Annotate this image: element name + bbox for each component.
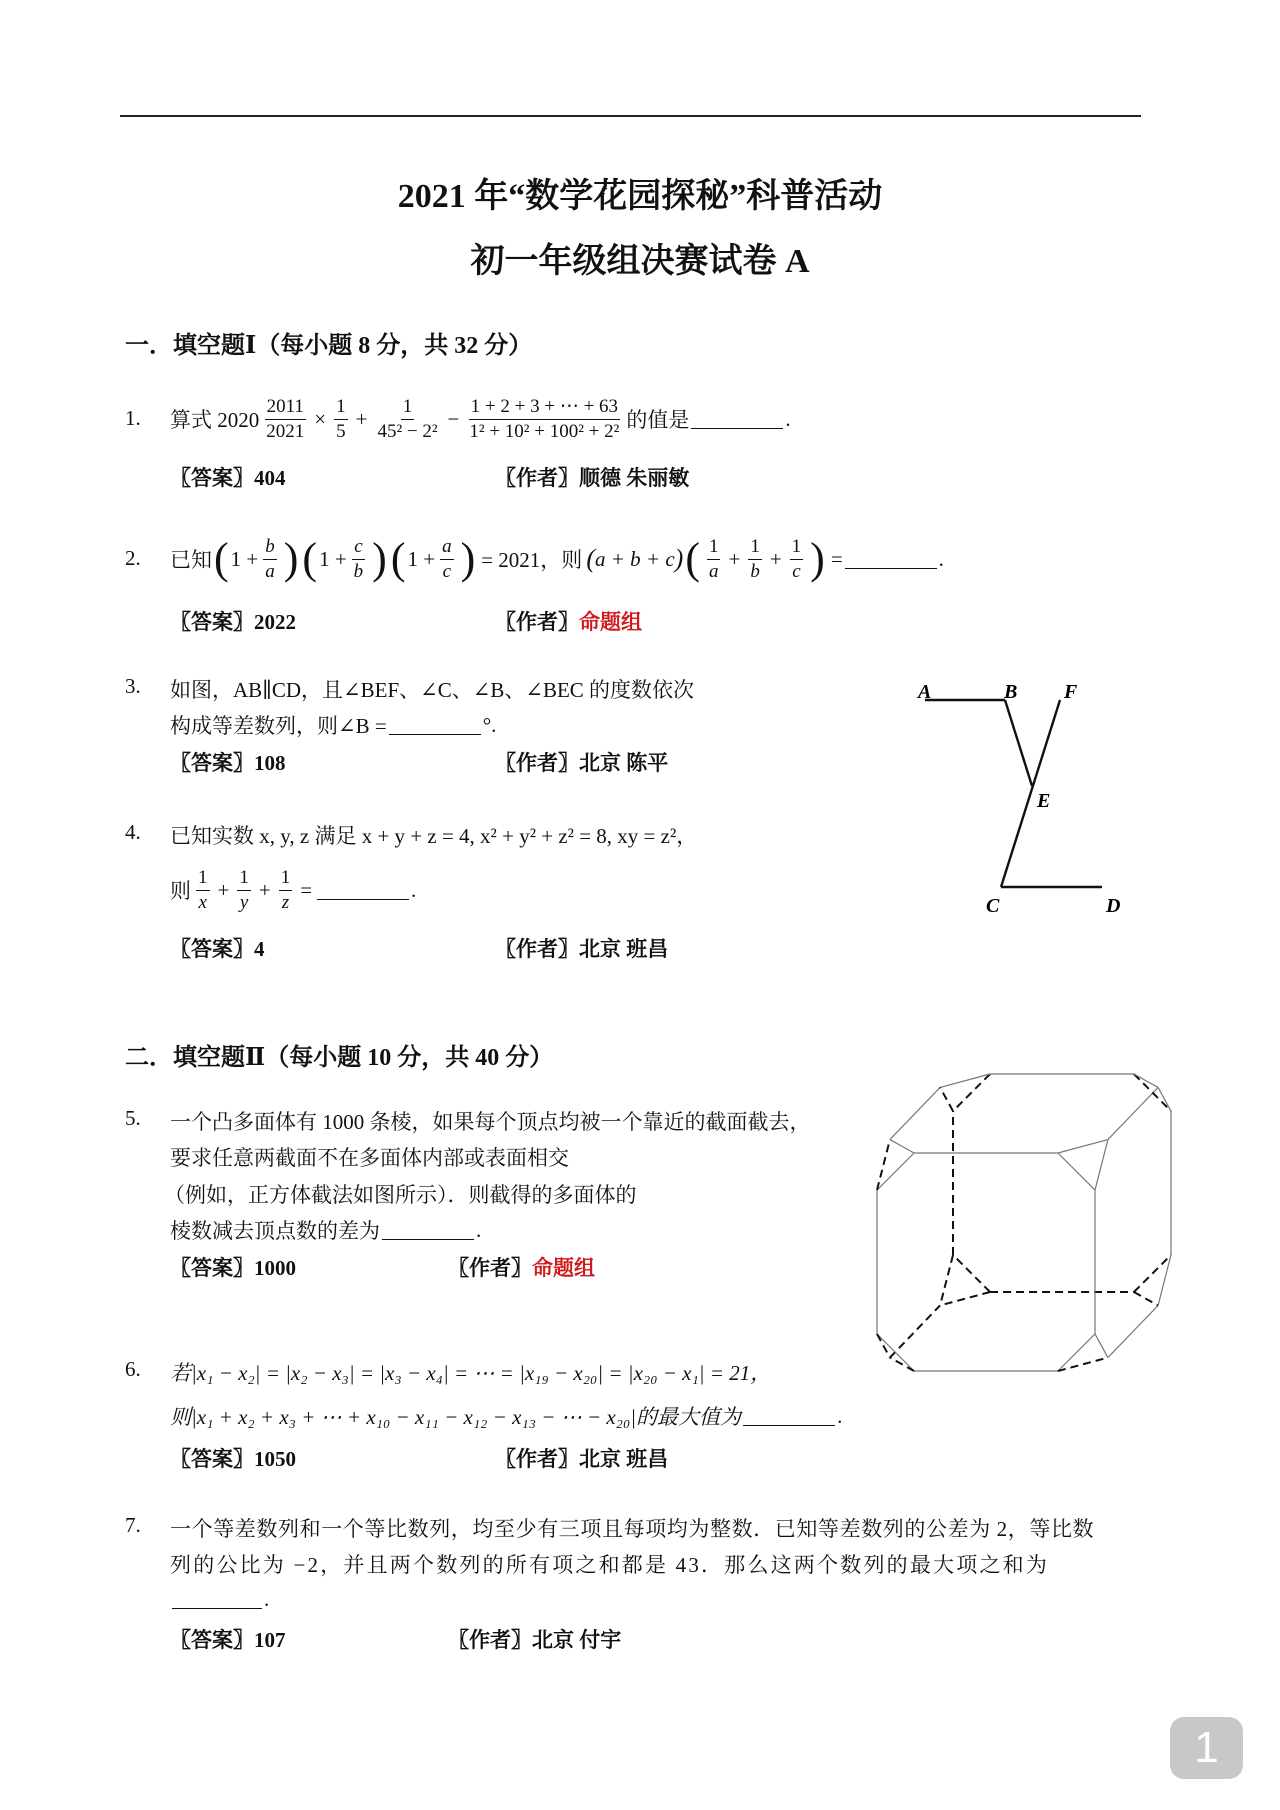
q6-text: 则|x₁ + x₂ + x₃ + ⋯ + x₁₀ − x₁₁ − x₁₂ − x₁₃ − ⋯ − x₂₀|的最大值为 (170, 1405, 742, 1429)
hidden-cut-edge (940, 1292, 990, 1305)
op: + (728, 546, 741, 571)
q4-fraction (279, 866, 293, 915)
term: 1 + (230, 546, 259, 571)
q4-line-1: 已知实数 x, y, z 满足 x + y + z = 4, x² + y² + z² = 8, xy = z²， (170, 824, 698, 848)
numerator: 1 (196, 866, 210, 891)
hidden-cut-edge (1134, 1292, 1158, 1305)
author-label: 〖作者〗 (448, 1256, 532, 1280)
numerator: 1 (401, 395, 415, 420)
label-d: D (1106, 895, 1121, 917)
author-value: 顺德 朱丽敏 (579, 466, 690, 490)
author-label: 〖作者〗 (495, 610, 579, 634)
q3-number: 3. (125, 674, 141, 698)
op: + (258, 877, 271, 902)
q6-line-1: 若|x₁ − x₂| = |x₂ − x₃| = |x₃ − x₄| = ⋯ = |x₁₉ − x₂₀| = |x₂₀ − x₁| = 21， (170, 1361, 772, 1385)
numerator: c (352, 535, 364, 560)
q1-end: . (785, 406, 791, 431)
denominator: b (353, 560, 364, 582)
label-e: E (1037, 790, 1051, 812)
q6-author (495, 1443, 668, 1473)
term: 1 + (407, 546, 436, 571)
q4-then: 则 (170, 879, 191, 903)
cube-edge (1108, 1305, 1158, 1357)
page-number-badge: 1 (1170, 1717, 1243, 1779)
q2-sum: a + b + c (594, 546, 675, 571)
author-value: 北京 班昌 (579, 937, 669, 961)
q1-op: − (447, 406, 460, 431)
answer-value: 2022 (254, 610, 296, 634)
q4-fraction (237, 866, 251, 915)
cut-edge (940, 1074, 990, 1087)
author-label: 〖作者〗 (448, 1628, 532, 1652)
author-label: 〖作者〗 (495, 937, 579, 961)
q4-author (495, 933, 668, 963)
q4-answer (170, 933, 265, 963)
q5-line-3: （例如，正方体截法如图所示）．则截得的多面体的 (164, 1183, 637, 1207)
answer-value: 1050 (254, 1447, 296, 1471)
q6-line-2 (170, 1401, 842, 1431)
label-a: A (918, 681, 932, 703)
q4-number: 4. (125, 820, 141, 844)
author-value: 命题组 (579, 610, 642, 634)
q1-op: + (355, 406, 368, 431)
paren-left-icon: ( (214, 534, 229, 583)
q4-end: . (411, 877, 417, 902)
op: = (300, 877, 313, 902)
paren-left-icon: ( (390, 534, 406, 583)
q3-text: 构成等差数列，则∠B = (170, 714, 387, 738)
page-title: 2021 年“数学花园探秘”科普活动 (397, 178, 883, 215)
author-value: 北京 付宇 (532, 1628, 622, 1652)
answer-value: 107 (254, 1628, 286, 1652)
q5-answer (170, 1252, 296, 1282)
numerator: a (440, 535, 454, 560)
paren-right-icon: ) (810, 534, 825, 583)
cut-edge (1095, 1334, 1108, 1358)
q7-author (448, 1624, 621, 1654)
q5-line-1: 一个凸多面体有 1000 条棱，如果每个顶点均被一个靠近的截面截去， (170, 1110, 811, 1134)
q6-number: 6. (125, 1357, 141, 1381)
op: + (217, 877, 230, 902)
paren-left-icon: ( (586, 544, 595, 573)
answer-label: 〖答案〗 (170, 751, 254, 775)
q7-line-1: 一个等差数列和一个等比数列，均至少有三项且每项均为整数．已知等差数列的公差为 2，等比数 (170, 1517, 1095, 1541)
q2-middle: = 2021，则 (481, 548, 583, 572)
paren-right-icon: ) (460, 534, 476, 583)
q1-op: × (314, 406, 327, 431)
paren-right-icon: ) (283, 534, 299, 583)
denominator: 2021 (266, 420, 305, 442)
numerator: 1 (279, 866, 293, 891)
cut-edge (1095, 1140, 1108, 1190)
section-1-heading: 一．填空题Ⅰ（每小题 8 分，共 32 分） (125, 333, 533, 359)
segment-be (1005, 700, 1032, 786)
denominator: 1² + 10² + 100² + 2² (469, 420, 620, 442)
author-value: 北京 班昌 (579, 1447, 669, 1471)
answer-value: 108 (254, 751, 286, 775)
denominator: b (750, 560, 760, 582)
denominator: 45² − 2² (377, 420, 438, 442)
numerator: 1 (237, 866, 251, 891)
numerator: b (263, 535, 277, 560)
q2-prefix: 已知 (170, 548, 212, 572)
q4-fraction (196, 866, 210, 915)
answer-label: 〖答案〗 (170, 466, 254, 490)
cut-edge (877, 1334, 914, 1371)
q6-end: . (837, 1403, 843, 1428)
q2-number: 2. (125, 546, 141, 570)
numerator: 1 (790, 535, 804, 560)
cut-edge (890, 1140, 914, 1153)
numerator: 1 + 2 + 3 + ⋯ + 63 (469, 395, 620, 420)
q3-line-1: 如图，AB∥CD，且∠BEF、∠C、∠B、∠BEC 的度数依次 (170, 678, 695, 702)
author-value: 命题组 (532, 1256, 595, 1280)
denominator: z (281, 891, 290, 913)
label-c: C (986, 895, 1000, 917)
q7-line-3 (170, 1587, 269, 1612)
q1-prefix: 算式 2020 (170, 408, 260, 432)
q5-figure-truncated-cube (850, 1050, 1210, 1390)
q5-line-2: 要求任意两截面不在多面体内部或表面相交 (170, 1146, 569, 1170)
author-label: 〖作者〗 (495, 466, 579, 490)
q7-line-2: 列的公比为 −2，并且两个数列的所有项之和都是 43．那么这两个数列的最大项之和为 (170, 1553, 1050, 1577)
segment-fc (1001, 700, 1060, 887)
answer-label: 〖答案〗 (170, 1628, 254, 1652)
numerator: 1 (334, 395, 348, 420)
denominator: 5 (336, 420, 346, 442)
label-f: F (1064, 681, 1078, 703)
q5-number: 5. (125, 1106, 141, 1130)
numerator: 1 (707, 535, 721, 560)
q6-answer (170, 1443, 296, 1473)
q4-answer-blank (317, 881, 409, 900)
denominator: x (198, 891, 207, 913)
paren-left-icon: ( (302, 534, 318, 583)
q7-answer-blank (172, 1590, 262, 1609)
q6-answer-blank (743, 1407, 835, 1426)
q5-text: 棱数减去顶点数的差为 (170, 1219, 380, 1243)
paren-left-icon: ( (685, 534, 700, 583)
term: 1 + (319, 546, 347, 571)
author-label: 〖作者〗 (495, 751, 579, 775)
label-b: B (1004, 681, 1018, 703)
cube-edge (1108, 1087, 1158, 1139)
author-label: 〖作者〗 (495, 1447, 579, 1471)
q7-end: . (264, 1587, 270, 1611)
answer-label: 〖答案〗 (170, 1447, 254, 1471)
cube-edge (890, 1087, 940, 1139)
hidden-edge (890, 1305, 940, 1357)
page-subtitle: 初一年级组决赛试卷 A (470, 243, 810, 280)
q2-end: . (938, 546, 944, 571)
op: = (830, 546, 843, 571)
denominator: c (792, 560, 801, 582)
paren-right-icon: ) (372, 534, 387, 583)
q1-suffix: 的值是 (626, 408, 690, 432)
author-value: 北京 陈平 (579, 751, 669, 775)
q7-number: 7. (125, 1513, 141, 1537)
cut-edge (1158, 1087, 1171, 1111)
denominator: a (708, 560, 719, 582)
cut-edge (1058, 1153, 1095, 1190)
q3-end: °. (482, 712, 497, 737)
denominator: c (442, 560, 452, 582)
section-2-heading: 二．填空题Ⅱ（每小题 10 分，共 40 分） (125, 1045, 554, 1071)
answer-label: 〖答案〗 (170, 1256, 254, 1280)
hidden-cut-edge (1134, 1255, 1171, 1292)
q4-line-2 (170, 862, 416, 918)
numerator: 2011 (265, 395, 306, 420)
cut-edge (1058, 1140, 1108, 1153)
q5-end: . (476, 1217, 482, 1242)
answer-value: 1000 (254, 1256, 296, 1280)
answer-value: 404 (254, 466, 286, 490)
q5-line-4 (170, 1215, 481, 1245)
hidden-cut-edge (877, 1140, 890, 1190)
hidden-cut-edge (940, 1087, 953, 1111)
op: + (769, 546, 782, 571)
q1-number: 1. (125, 406, 141, 430)
hidden-cut-edge (953, 1255, 990, 1292)
q5-author (448, 1252, 595, 1282)
paren-right-icon: ) (674, 544, 684, 573)
numerator: 1 (748, 535, 762, 560)
denominator: y (239, 891, 249, 913)
answer-label: 〖答案〗 (170, 610, 254, 634)
denominator: a (265, 560, 275, 582)
hidden-cut-edge (1134, 1074, 1171, 1111)
q5-answer-blank (382, 1221, 474, 1240)
hidden-cut-edge (940, 1255, 953, 1305)
answer-label: 〖答案〗 (170, 937, 254, 961)
answer-value: 4 (254, 937, 265, 961)
q7-answer (170, 1624, 286, 1654)
